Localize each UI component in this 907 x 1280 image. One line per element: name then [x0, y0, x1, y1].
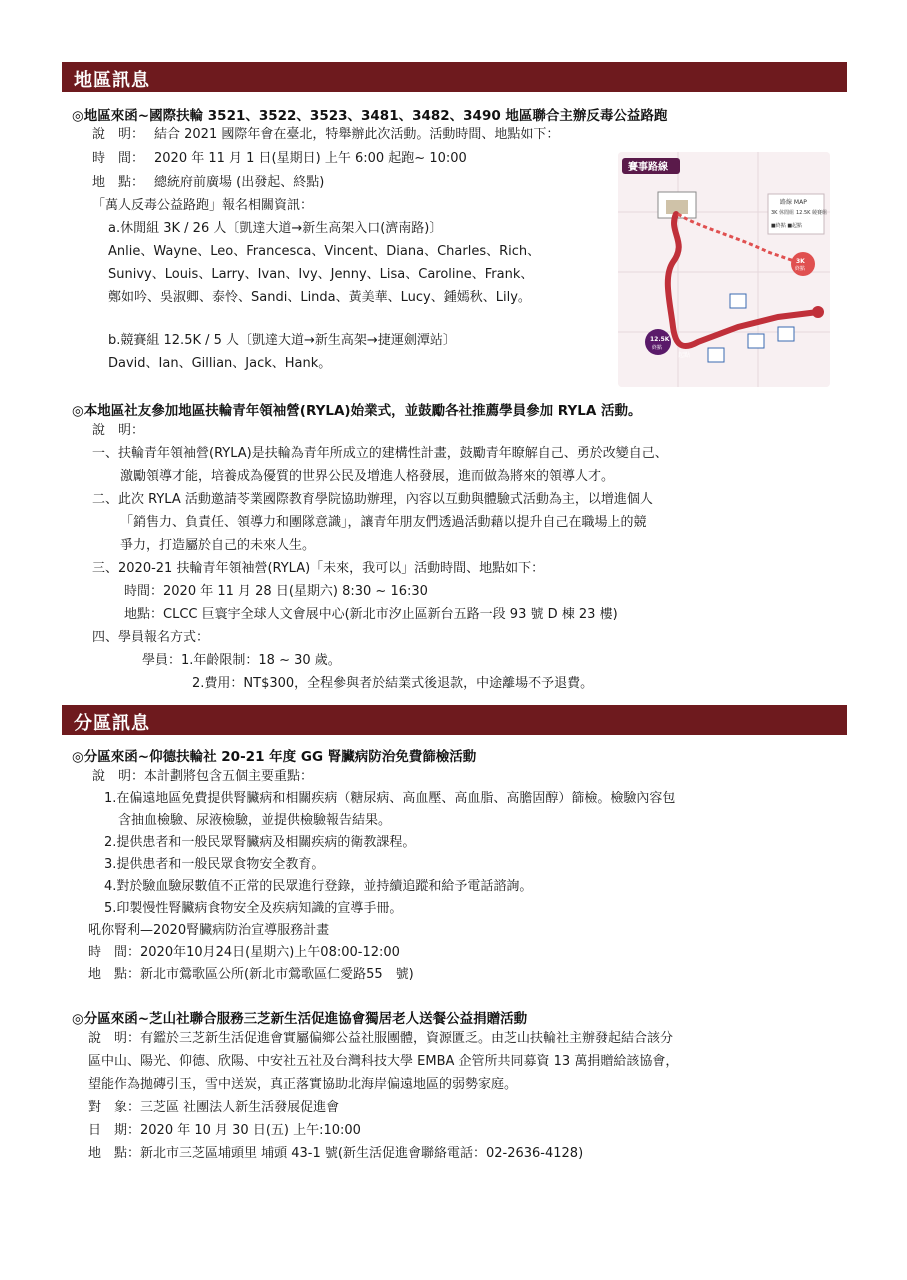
ryla-point-1-cont: 激勵領導才能，培養成為優質的世界公民及增進人格發展，進而做為將來的領導人才。 — [120, 469, 615, 484]
meal-description-cont: 望能作為拋磚引玉，雪中送炭，真正落實協助北海岸偏遠地區的弱勢家庭。 — [88, 1077, 518, 1092]
registration-title: 「萬人反毒公益路跑」報名相關資訊： — [92, 198, 314, 213]
run-place-label: 地 點： — [92, 175, 145, 190]
run-place — [92, 174, 324, 192]
kidney-intro: 說 明：本計劃將包含五個主要重點： — [92, 769, 314, 784]
ryla-place: 地點：CLCC 巨寰宇全球人文會展中心(新北市汐止區新台五路一段 93 號 D 棟 23 樓) — [124, 607, 618, 622]
route-map — [618, 152, 830, 387]
kidney-point: 4.對於驗血驗尿數值不正常的民眾進行登錄，並持續追蹤和給予電話諮詢。 — [104, 879, 533, 894]
meal-place: 地 點：新北市三芝區埔頭里 埔頭 43-1 號(新生活促進會聯絡電話：02-2636-4128) — [88, 1146, 584, 1161]
kidney-point: 5.印製慢性腎臟病食物安全及疾病知識的宣導手冊。 — [104, 901, 403, 916]
meal-target: 對 象：三芝區 社團法人新生活發展促進會 — [88, 1100, 340, 1115]
run-place-text: 總統府前廣場 (出發起、終點) — [154, 175, 325, 190]
ryla-point-2-cont: 爭力，打造屬於自己的未來人生。 — [120, 538, 316, 553]
run-description — [92, 126, 559, 144]
kidney-point-cont: 含抽血檢驗、尿液檢驗，並提供檢驗報告結果。 — [118, 813, 392, 828]
district-section-bar — [62, 62, 847, 92]
ryla-point-2: 二、此次 RYLA 活動邀請苓業國際教育學院協助辦理，內容以互動與體驗式活動為主，以增進個人 — [92, 492, 653, 507]
run-description-text: 結合 2021 國際年會在臺北，特舉辦此次活動。活動時間、地點如下： — [154, 127, 560, 142]
badge-12k-sub: 終點 — [652, 345, 663, 351]
meal-description: 說 明：有鑑於三芝新生活促進會實屬偏鄉公益社服團體，資源匱乏。由芝山扶輪社主辦發起結合該分 — [88, 1031, 674, 1046]
group-b-line: b.競賽組 12.5K / 5 人〔凱達大道→新生高架→捷運劍潭站〕 — [108, 333, 456, 348]
ryla-fee: 2.費用：NT$300，全程參與者於結業式後退款，中途離場不予退費。 — [192, 676, 594, 691]
map-legend-markers: ■終點 ■起點 — [771, 223, 803, 229]
map-legend-3k: 3K 休閒組 — [771, 210, 795, 216]
map-legend-12k: 12.5K 競賽組 — [796, 210, 828, 216]
group-a-names: Anlie、Wayne、Leo、Francesca、Vincent、Diana、Charles、Rich、 — [108, 244, 541, 259]
anti-drug-run-heading: ◎地區來函~國際扶輪 3521、3522、3523、3481、3482、3490 地區聯合主辦反毒公益路跑 — [72, 108, 668, 124]
run-time — [92, 150, 467, 168]
kidney-point: 1.在偏遠地區免費提供腎臟病和相關疾病（糖尿病、高血壓、高血脂、高膽固醇）篩檢。檢驗內容包 — [104, 791, 676, 806]
ryla-note-label: 說 明： — [92, 423, 145, 438]
map-start-label: 起點 — [678, 352, 691, 359]
ryla-point-4: 四、學員報名方式： — [92, 630, 210, 645]
meal-donation-heading: ◎分區來函~芝山社聯合服務三芝新生活促進協會獨居老人送餐公益捐贈活動 — [72, 1011, 528, 1027]
badge-3k-sub: 終點 — [795, 266, 806, 272]
badge-12k: 12.5K — [650, 336, 670, 343]
run-time-text: 2020 年 11 月 1 日(星期日) 上午 6:00 起跑~ 10:00 — [154, 151, 467, 166]
group-a-line: a.休閒組 3K / 26 人〔凱達大道→新生高架入口(濟南路)〕 — [108, 221, 443, 236]
ryla-point-3: 三、2020-21 扶輪青年領袖營(RYLA)「未來，我可以」活動時間、地點如下： — [92, 561, 545, 576]
group-a-names: 鄭如吟、吳淑卿、泰怜、Sandi、Linda、黃美華、Lucy、鍾嫣秋、Lily。 — [108, 290, 531, 305]
group-b-names: David、Ian、Gillian、Jack、Hank。 — [108, 356, 332, 371]
ryla-age-limit: 學員：1.年齡限制：18 ~ 30 歲。 — [142, 653, 341, 668]
map-title: 賽事路線 — [628, 162, 668, 173]
run-description-label: 說 明： — [92, 127, 145, 142]
kidney-screening-heading: ◎分區來函~仰德扶輪社 20-21 年度 GG 腎臟病防治免費篩檢活動 — [72, 749, 477, 765]
group-a-names: Sunivy、Louis、Larry、Ivan、Ivy、Jenny、Lisa、Caroline、Frank、 — [108, 267, 534, 282]
ryla-time: 時間：2020 年 11 月 28 日(星期六) 8:30 ~ 16:30 — [124, 584, 428, 599]
branch-section-bar — [62, 705, 847, 735]
kidney-time: 時 間：2020年10月24日(星期六)上午08:00-12:00 — [88, 945, 400, 960]
run-time-label: 時 間： — [92, 151, 145, 166]
kidney-point: 2.提供患者和一般民眾腎臟病及相關疾病的衛教課程。 — [104, 835, 416, 850]
ryla-heading: ◎本地區社友參加地區扶輪青年領袖營(RYLA)始業式，並鼓勵各社推薦學員參加 RYLA 活動。 — [72, 403, 642, 419]
kidney-plan-name: 吼你腎利—2020腎臟病防治宣導服務計畫 — [88, 923, 330, 938]
ryla-point-1: 一、扶輪青年領袖營(RYLA)是扶輪為青年所成立的建構性計畫，鼓勵青年瞭解自己、勇於改變自己、 — [92, 446, 668, 461]
branch-section-title: 分區訊息 — [74, 713, 150, 734]
kidney-place: 地 點：新北市鶯歌區公所(新北市鶯歌區仁愛路55 號) — [88, 967, 414, 982]
meal-description-cont: 區中山、陽光、仰德、欣陽、中安社五社及台灣科技大學 EMBA 企管所共同募資 13 萬捐贈給該協會， — [88, 1054, 679, 1069]
route-map-graphic — [618, 152, 830, 387]
badge-3k: 3K — [796, 258, 805, 265]
ryla-point-2-cont: 「銷售力、負責任、領導力和團隊意識」，讓青年朋友們透過活動藉以提升自己在職場上的競 — [120, 515, 647, 530]
kidney-point: 3.提供患者和一般民眾食物安全教育。 — [104, 857, 325, 872]
district-section-title: 地區訊息 — [74, 70, 150, 91]
meal-date: 日 期：2020 年 10 月 30 日(五) 上午:10:00 — [88, 1123, 361, 1138]
map-legend-title: 路線 MAP — [780, 199, 807, 206]
